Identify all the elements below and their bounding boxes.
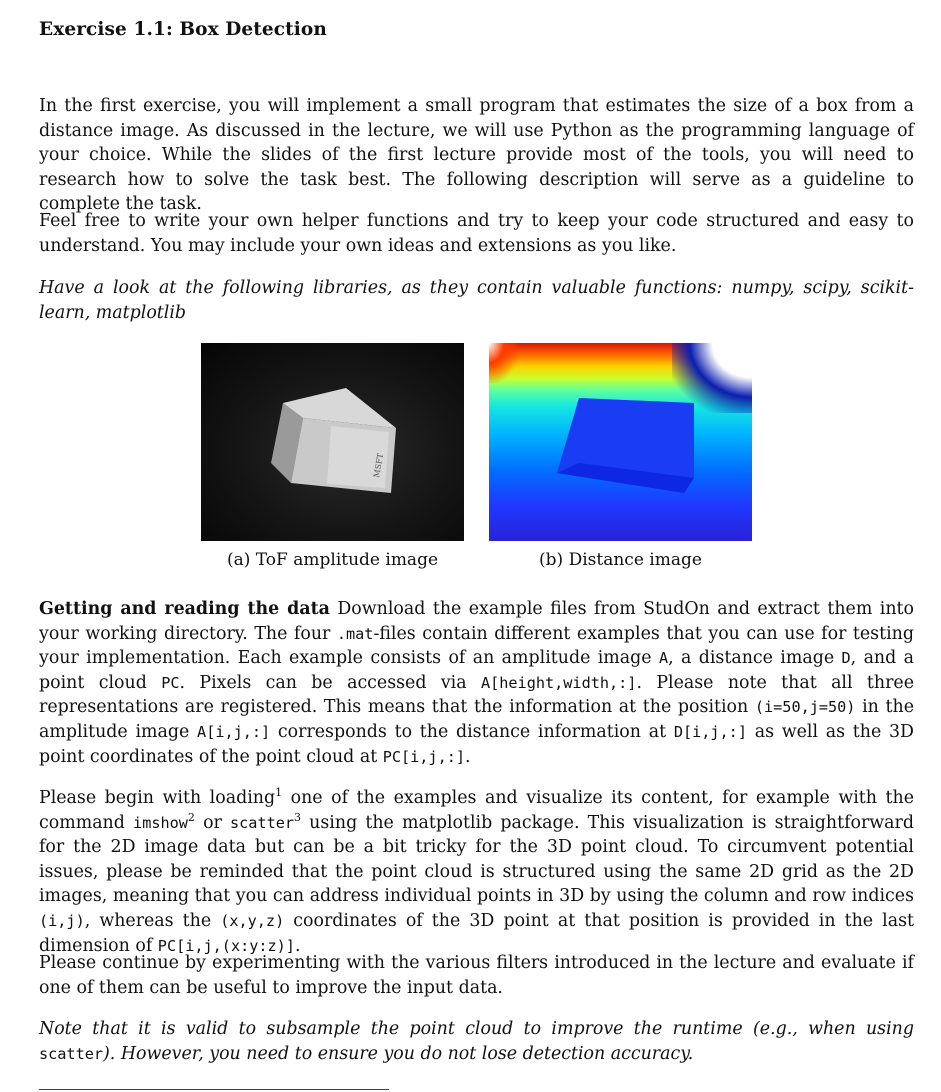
- footnote-3[interactable]: 3: [294, 810, 302, 824]
- code-Dij: D[i,j,:]: [673, 722, 747, 741]
- guideline-paragraph: Feel free to write your own helper functions and try to keep your code structured and easy to understand. You may include your own ideas and extensions as you like.: [39, 211, 914, 256]
- filters-paragraph: Please continue by experimenting with the various filters introduced in the lecture and evaluate if one of them can be useful to improve the input data.: [39, 953, 914, 998]
- footnote-2[interactable]: 2: [187, 810, 195, 824]
- footnote-1[interactable]: 1: [275, 786, 283, 800]
- visualize-paragraph: [39, 786, 914, 958]
- footnote-rule: [39, 1089, 389, 1090]
- code-position: (i=50,j=50): [754, 698, 856, 717]
- section-text: as well as the 3D point coordinates of the point cloud at: [39, 721, 914, 767]
- code-A: A: [658, 649, 669, 668]
- distance-box-shape: [489, 343, 752, 541]
- p5-text: one of the examples and visualize its content, for example with the command: [39, 788, 914, 833]
- section-text: , and a point cloud: [39, 648, 914, 693]
- section-title: Getting and reading the data: [39, 599, 330, 619]
- p5-text: , whereas the: [84, 910, 221, 931]
- p5-text: or: [194, 812, 231, 833]
- p7-text: ). However, you need to ensure you do not lose detection accuracy.: [103, 1043, 694, 1064]
- code-scatter-2: scatter: [39, 1044, 104, 1063]
- p7-text: Note that it is valid to subsample the point cloud to improve the runtime (e.g., when using: [39, 1019, 914, 1039]
- section-text: -files contain different examples that you can use for testing your implementation. Each example consists of an amplitude image: [39, 623, 914, 669]
- code-PC: PC: [161, 673, 180, 692]
- box-illustration: [271, 388, 406, 493]
- p5-text: using the matplotlib package. This visualization is straightforward for the 2D image data but can be a bit tricky for the 3D point cloud. To circumvent potential issues, please be reminded that the point cloud is structured using the same 2D grid as the 2D images, meaning that you can address individual points in 3D by using the column and row indices: [39, 812, 915, 907]
- libraries-note: Have a look at the following libraries, as they contain valuable functions: numpy, scipy, scikit-learn, matplotlib: [39, 278, 914, 323]
- code-D: D: [841, 649, 851, 668]
- p5-text: .: [294, 935, 301, 956]
- p5-text: coordinates of the 3D point at that position is provided in the last dimension of: [39, 910, 914, 956]
- section-text: , a distance image: [668, 648, 842, 669]
- data-section-paragraph: [39, 597, 914, 769]
- code-ij: (i,j): [39, 911, 85, 930]
- tof-amplitude-image: [201, 343, 464, 541]
- p5-text: Please begin with loading: [39, 788, 276, 808]
- code-Aij: A[i,j,:]: [197, 722, 271, 741]
- section-text: Download the example files from StudOn and extract them into your working directory. The four: [39, 599, 914, 644]
- code-PCij: PC[i,j,:]: [382, 747, 466, 766]
- section-text: in the amplitude image: [39, 697, 914, 742]
- section-text: . Please note that all three representations are registered. This means that the information at the position: [39, 672, 915, 718]
- figure-b-caption: (b) Distance image: [539, 550, 702, 570]
- distance-image: [489, 343, 752, 541]
- code-mat: .mat: [336, 624, 374, 643]
- code-access: A[height,width,:]: [480, 673, 637, 692]
- box-label: MSFT: [372, 452, 386, 479]
- intro-paragraph: In the first exercise, you will implement a small program that estimates the size of a box from a distance image. As discussed in the lecture, we will use Python as the programming language of your choice. While the slides of the first lecture provide most of the tools, you will need to research how to solve the task best. The following description will serve as a guideline to complete the task.: [39, 96, 914, 215]
- code-imshow: imshow: [133, 813, 188, 832]
- code-PCxyz: PC[i,j,(x:y:z)]: [157, 936, 295, 955]
- section-text: . Pixels can be accessed via: [179, 672, 481, 693]
- code-scatter: scatter: [230, 813, 295, 832]
- section-text: corresponds to the distance information at: [270, 721, 674, 742]
- subsample-note: [39, 1017, 914, 1066]
- code-xyz: (x,y,z): [220, 911, 285, 930]
- section-text: .: [465, 746, 471, 767]
- exercise-heading: Exercise 1.1: Box Detection: [39, 19, 327, 40]
- figure-a-caption: (a) ToF amplitude image: [226, 550, 439, 570]
